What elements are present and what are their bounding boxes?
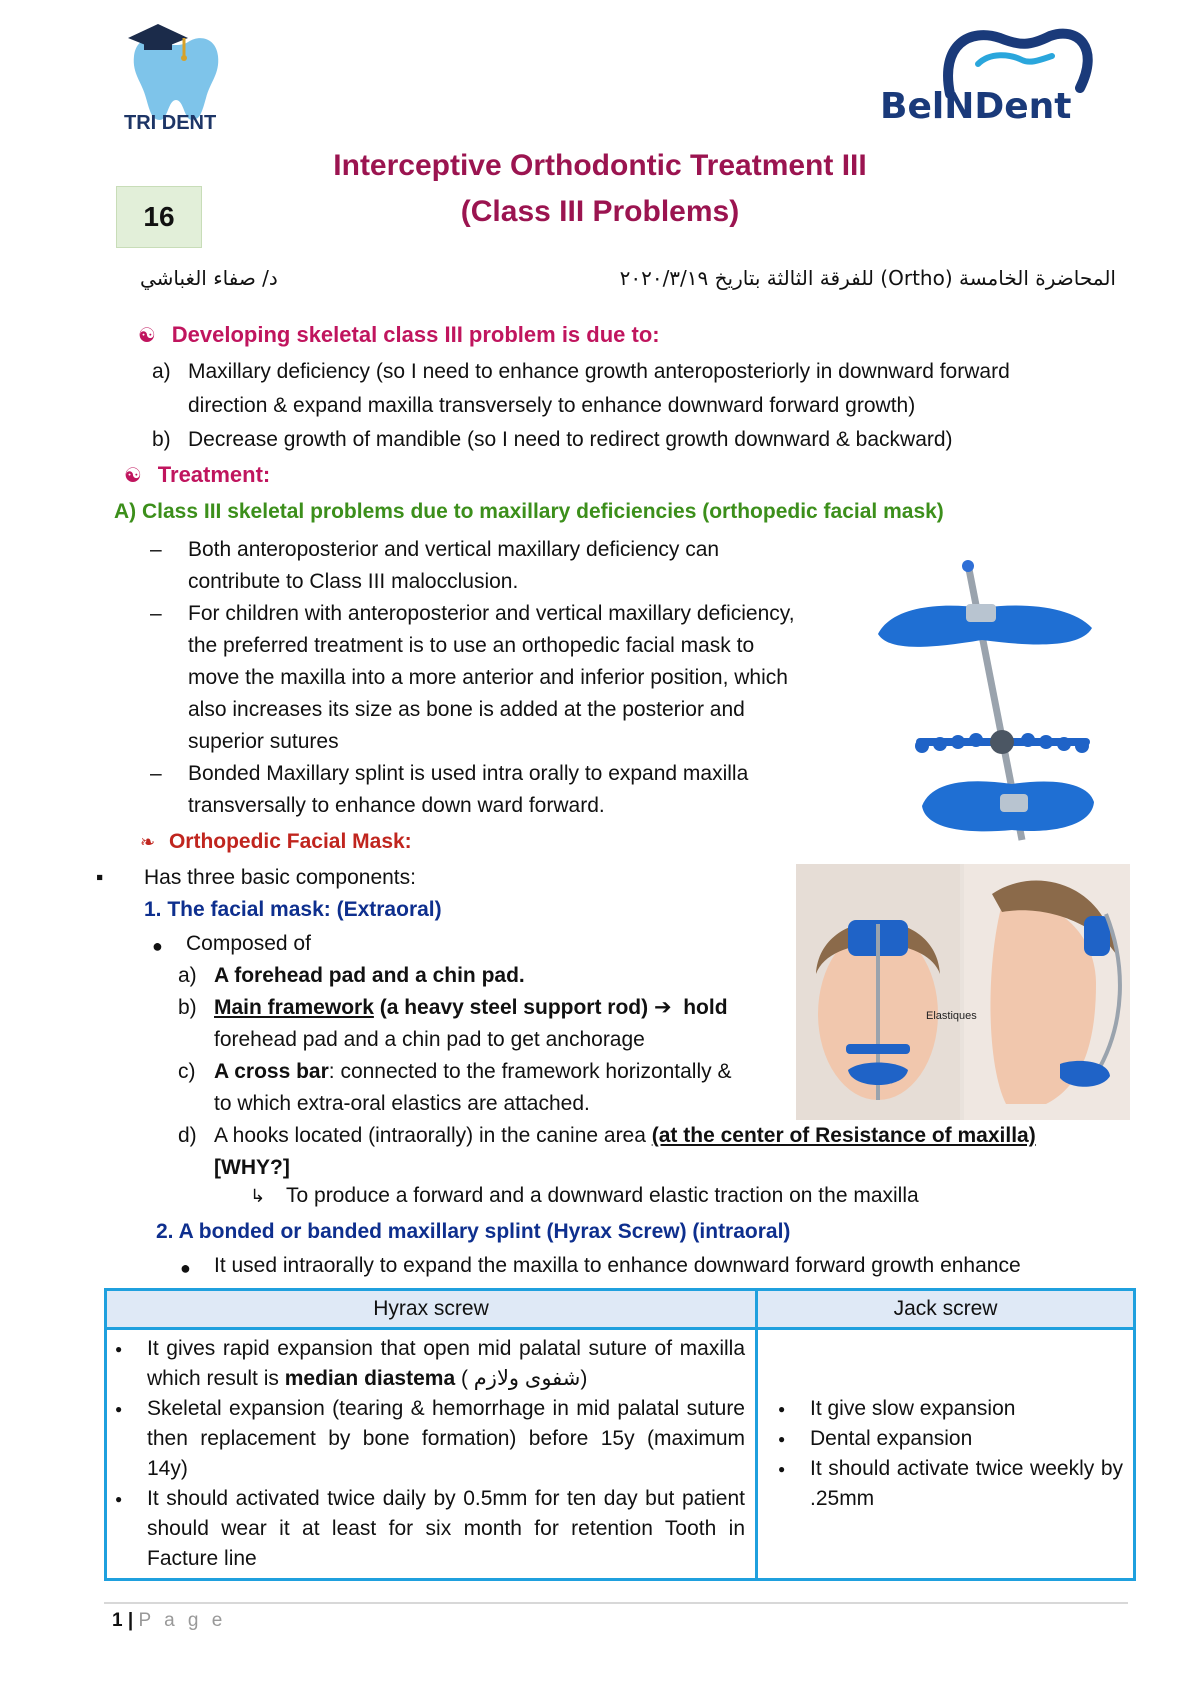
dash-item-line: contribute to Class III malocclusion. — [188, 570, 519, 593]
dash-item: – Both anteroposterior and vertical maxillary deficiency can contribute to Class III malocclusion. — [150, 534, 860, 598]
elastics-label: Elastiques — [926, 1010, 977, 1022]
tri-dent-logo — [112, 16, 262, 140]
list-marker: b) — [152, 428, 171, 451]
page-title: Interceptive Orthodontic Treatment III — [333, 149, 867, 182]
page-subtitle: (Class III Problems) — [460, 195, 740, 228]
part-text: A forehead pad and a chin pad. — [214, 964, 525, 987]
list-item: ● It should activate twice weekly by .25mm — [772, 1454, 1123, 1514]
list-item: ● It should activated twice daily by 0.5mm for ten day but patient should wear it at least for six month for retention Tooth in Facture line — [109, 1484, 745, 1574]
part-marker: b) — [178, 996, 197, 1019]
lecturer-name-arabic: د/ صفاء الغباشي — [140, 266, 278, 290]
section-heading: Developing skeletal class III problem is due to: — [171, 322, 660, 347]
composed-of-label: Composed of — [186, 932, 311, 955]
list-item: ● Skeletal expansion (tearing & hemorrhage in mid palatal suture then replacement by bone formation) before 15y (maximum 14y) — [109, 1394, 745, 1484]
dash-item-line: superior sutures — [188, 730, 339, 753]
part-text-line2: forehead pad and a chin pad to get anchorage — [214, 1028, 645, 1051]
component2-heading: 2. A bonded or banded maxillary splint (Hyrax Screw) (intraoral) — [156, 1220, 791, 1243]
hyrax-cell — [106, 1329, 757, 1580]
facemask-product-image — [872, 558, 1112, 848]
yin-yang-icon: ☯ — [124, 465, 142, 487]
page-footer: 1 | P a g e — [112, 1610, 227, 1631]
tri-dent-text: TRI DENT — [124, 112, 217, 134]
square-bullet-icon: ▪ — [96, 866, 104, 889]
part-text: A cross bar: connected to the framework horizontally & — [214, 1060, 732, 1083]
list-item: ● It give slow expansion — [772, 1394, 1123, 1424]
patient-photos — [796, 864, 1130, 1120]
treatment-heading: Treatment: — [157, 462, 271, 487]
ornament-icon: ❧ — [140, 832, 156, 852]
comparison-table — [104, 1288, 1136, 1581]
round-bullet-icon: ● — [180, 1258, 191, 1278]
lecture-number-badge: 16 — [116, 186, 202, 248]
table-header: Jack screw — [757, 1290, 1135, 1329]
part-text-line2: [WHY?] — [214, 1156, 290, 1179]
dash-item-line: Bonded Maxillary splint is used intra orally to expand maxilla — [188, 762, 749, 785]
dash-item-line: the preferred treatment is to use an orthopedic facial mask to — [188, 634, 755, 657]
treatment-heading-row — [124, 462, 270, 488]
part-text: Main framework (a heavy steel support rod) ➔ hold — [214, 996, 728, 1019]
dash-item-line: For children with anteroposterior and vertical maxillary deficiency, — [188, 602, 795, 625]
dash-item: – Bonded Maxillary splint is used intra orally to expand maxilla transversally to enhance down ward forward. — [150, 758, 860, 822]
part-marker: a) — [178, 964, 197, 987]
list-item-text: Maxillary deficiency (so I need to enhance growth anteroposteriorly in downward forward — [188, 360, 1010, 383]
mask-heading: Orthopedic Facial Mask: — [168, 830, 412, 853]
lecture-info-arabic: المحاضرة الخامسة (Ortho) للفرقة الثالثة بتاريخ ٢٠٢٠/٣/١٩ — [619, 266, 1116, 290]
components-intro: Has three basic components: — [144, 866, 416, 889]
jack-cell — [757, 1329, 1135, 1580]
dash-item: – For children with anteroposterior and vertical maxillary deficiency, the preferred treatment is to use an orthopedic facial mask to move the maxilla into a more anterior and inferior position, which also increases its size as bone is added at the posterior and superior sutures — [150, 598, 860, 758]
why-answer: To produce a forward and a downward elastic traction on the maxilla — [286, 1184, 919, 1207]
list-item-text: direction & expand maxilla transversely to enhance downward forward growth) — [188, 394, 916, 417]
part-text-line2: to which extra-oral elastics are attached. — [214, 1092, 590, 1115]
mask-heading-row — [140, 830, 412, 854]
footer-rule — [104, 1602, 1128, 1604]
subsection-heading: A) Class III skeletal problems due to maxillary deficiencies (orthopedic facial mask) — [114, 500, 944, 523]
yin-yang-icon: ☯ — [138, 325, 156, 347]
list-item-text: Decrease growth of mandible (so I need to redirect growth downward & backward) — [188, 428, 953, 451]
table-header: Hyrax screw — [106, 1290, 757, 1329]
round-bullet-icon: ● — [152, 936, 163, 956]
belndent-text: BelNDent — [880, 86, 1072, 127]
list-item: ● Dental expansion — [772, 1424, 1123, 1454]
section-heading-row — [138, 322, 660, 348]
component2-bullet: It used intraorally to expand the maxilla to enhance downward forward growth enhance — [214, 1254, 1021, 1277]
dash-item-line: move the maxilla into a more anterior and inferior position, which — [188, 666, 788, 689]
arrow-icon: ↳ — [250, 1186, 266, 1206]
dash-item-line: also increases its size as bone is added at the posterior and — [188, 698, 745, 721]
list-item: ● It gives rapid expansion that open mid palatal suture of maxilla which result is median diastema ( شفوى ولازم) — [109, 1334, 745, 1394]
dash-item-line: transversally to enhance down ward forward. — [188, 794, 605, 817]
part-text: A hooks located (intraorally) in the canine area (at the center of Resistance of maxilla) — [214, 1124, 1036, 1147]
part-marker: d) — [178, 1124, 197, 1147]
dash-list — [150, 534, 860, 822]
belndent-logo — [880, 24, 1112, 136]
part-marker: c) — [178, 1060, 196, 1083]
component1-heading: 1. The facial mask: (Extraoral) — [144, 898, 442, 921]
list-marker: a) — [152, 360, 171, 383]
dash-item-line: Both anteroposterior and vertical maxillary deficiency can — [188, 538, 720, 561]
